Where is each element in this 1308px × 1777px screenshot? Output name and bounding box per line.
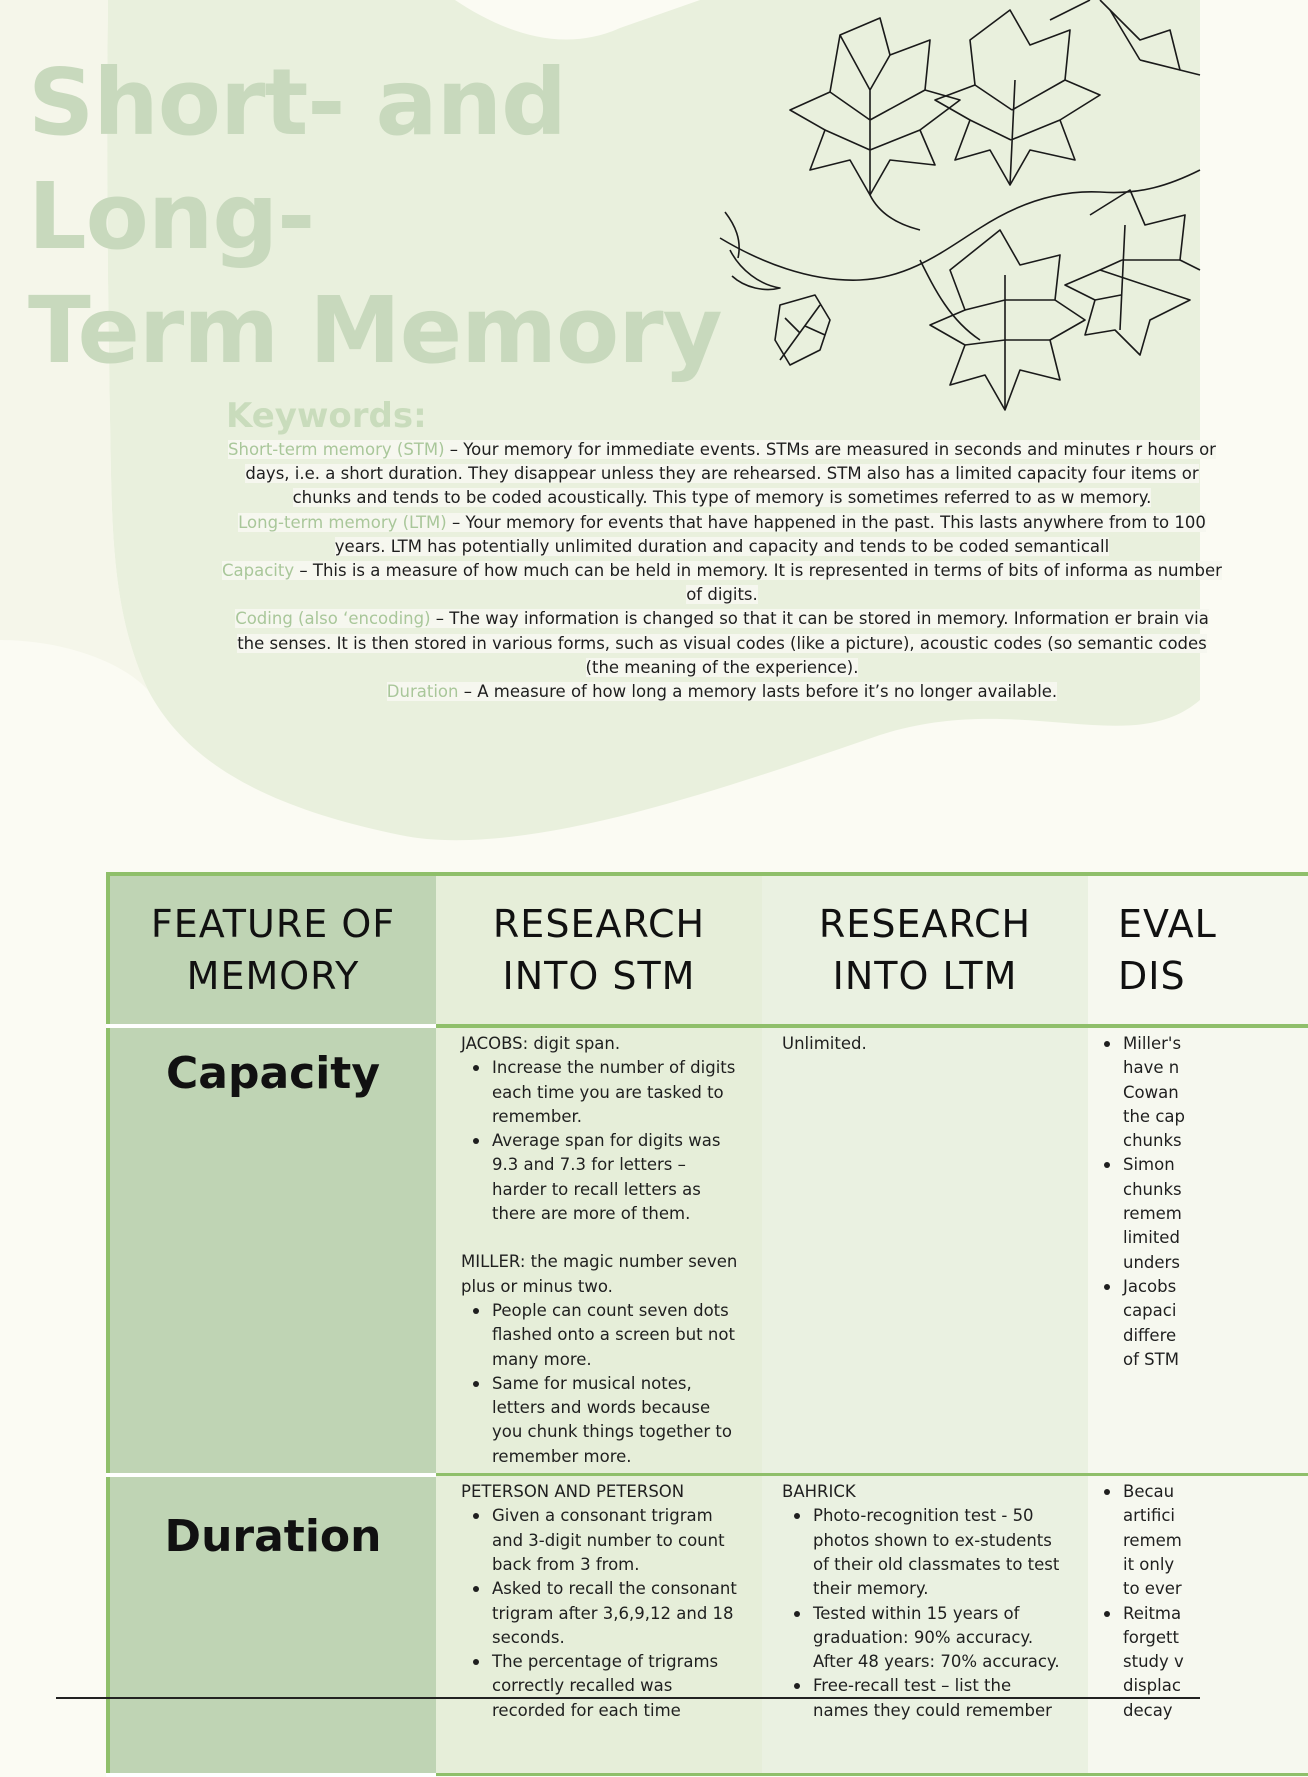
eval-line: decay: [1123, 1700, 1173, 1720]
keyword-definition: – This is a measure of how much can be held in memory. It is represented in terms of bits of informa as number of digits.: [294, 561, 1222, 605]
capacity-eval-list: [1100, 1032, 1308, 1372]
feature-cell-capacity: Capacity: [108, 1026, 436, 1475]
eval-line: study v: [1123, 1652, 1184, 1672]
list-item: The percentage of trigrams correctly recalled was recorded for each time: [461, 1650, 738, 1723]
eval-line: remem: [1123, 1204, 1182, 1224]
list-item: Increase the number of digits each time you are tasked to remember.: [461, 1056, 738, 1129]
keyword-term: Short-term memory (STM): [228, 440, 445, 459]
eval-line: to ever: [1123, 1579, 1182, 1599]
keyword-term: Capacity: [222, 561, 295, 581]
eval-line: chunks: [1123, 1179, 1182, 1199]
eval-line: capaci: [1123, 1301, 1177, 1321]
eval-line: displac: [1123, 1676, 1181, 1696]
ltm-capacity-text: Unlimited.: [782, 1034, 867, 1053]
bahrick-heading: BAHRICK: [782, 1482, 856, 1502]
memory-table-container: [106, 872, 1226, 1722]
duration-ltm-cell: [762, 1475, 1088, 1775]
spacer: [461, 1226, 738, 1250]
capacity-ltm-cell: [762, 1026, 1088, 1475]
eval-line: Simon: [1123, 1155, 1175, 1175]
keywords-list: [222, 438, 1222, 704]
eval-line: of STM: [1123, 1349, 1179, 1369]
header-research-into-ltm: [762, 874, 1088, 1026]
header-text: RESEARCH: [492, 902, 706, 946]
eval-line: chunks: [1123, 1131, 1182, 1151]
eval-line: forgett: [1123, 1627, 1179, 1647]
duration-eval-list: [1100, 1480, 1308, 1723]
list-item: [1100, 1602, 1308, 1723]
eval-line: differe: [1123, 1325, 1177, 1345]
keyword-entry-stm: [222, 438, 1222, 511]
header-feature-of-memory: [108, 874, 436, 1026]
eval-line: artifici: [1123, 1506, 1175, 1526]
duration-stm-cell: [436, 1475, 762, 1775]
capacity-eval-cell: [1088, 1026, 1308, 1475]
header-text: RESEARCH: [818, 902, 1032, 946]
keyword-definition: – The way information is changed so that it can be stored in memory. Information er brain via the senses. It is then stored in various forms, such as visual codes (like a picture), acoustic codes (so semantic codes (the meaning of the experience).: [237, 609, 1209, 677]
bahrick-bullet-list: [782, 1504, 1064, 1723]
miller-bullet-list: [461, 1299, 738, 1469]
header-text: INTO LTM: [832, 954, 1018, 998]
keyword-entry-coding: [222, 607, 1222, 680]
list-item: Same for musical notes, letters and words because you chunk things together to remember more.: [461, 1372, 738, 1469]
keyword-entry-ltm: [222, 511, 1222, 559]
eval-line: limited: [1123, 1228, 1180, 1248]
eval-line: Jacobs: [1123, 1276, 1177, 1296]
header-research-into-stm: [436, 874, 762, 1026]
title-line-2: Term Memory: [28, 277, 722, 384]
keyword-definition: – Your memory for immediate events. STMs are measured in seconds and minutes r hours or days, i.e. a short duration. They disappear unless they are rehearsed. STM also has a limited capacity four items or chunks and tends to be coded acoustically. This type of memory is sometimes referred to as w memory.: [245, 440, 1216, 508]
capacity-stm-cell: [436, 1026, 762, 1475]
header-text: MEMORY: [186, 954, 360, 998]
eval-line: remem: [1123, 1530, 1182, 1550]
keyword-definition: – Your memory for events that have happened in the past. This lasts anywhere from to 100 years. LTM has potentially unlimited duration and capacity and tends to be coded semanticall: [334, 512, 1206, 556]
peterson-bullet-list: [461, 1504, 738, 1723]
eval-line: the cap: [1123, 1106, 1185, 1126]
eval-line: Miller's: [1123, 1034, 1182, 1053]
miller-heading: MILLER: the magic number seven plus or minus two.: [461, 1252, 738, 1296]
duration-eval-cell: [1088, 1475, 1308, 1775]
list-item: Photo-recognition test - 50 photos shown to ex-students of their old classmates to test their memory.: [782, 1504, 1064, 1601]
keyword-entry-capacity: [222, 559, 1222, 607]
title-line-1: Short- and Long-: [28, 49, 566, 270]
eval-line: unders: [1123, 1252, 1180, 1272]
eval-line: have n: [1123, 1058, 1180, 1078]
eval-line: Cowan: [1123, 1082, 1179, 1102]
list-item: [1100, 1480, 1308, 1601]
list-item: Asked to recall the consonant trigram after 3,6,9,12 and 18 seconds.: [461, 1577, 738, 1650]
list-item: [1100, 1032, 1308, 1153]
keywords-heading: Keywords:: [226, 396, 427, 436]
list-item: Average span for digits was 9.3 and 7.3 for letters – harder to recall letters as there are more of them.: [461, 1129, 738, 1226]
list-item: Free-recall test – list the names they could remember: [782, 1674, 1064, 1723]
header-evaluation: [1088, 874, 1308, 1026]
keyword-term: Duration: [386, 682, 459, 702]
list-item: Given a consonant trigram and 3-digit number to count back from 3 from.: [461, 1504, 738, 1577]
page-bottom-rule: [56, 1697, 1200, 1699]
list-item: [1100, 1275, 1308, 1372]
ivy-leaves-illustration: [720, 0, 1200, 430]
table-header-row: [108, 874, 1308, 1026]
header-text: EVAL: [1118, 902, 1217, 946]
peterson-heading: PETERSON AND PETERSON: [461, 1482, 685, 1502]
list-item: [1100, 1153, 1308, 1274]
header-text: DIS: [1118, 954, 1186, 998]
keyword-entry-duration: [222, 680, 1222, 704]
keyword-definition: – A measure of how long a memory lasts before it’s no longer available.: [458, 682, 1058, 702]
eval-line: Becau: [1123, 1482, 1175, 1502]
eval-line: Reitma: [1123, 1603, 1182, 1623]
keyword-term: Coding (also ‘encoding): [235, 609, 431, 629]
eval-line: it only: [1123, 1554, 1175, 1574]
table-row-capacity: [108, 1026, 1308, 1475]
header-text: INTO STM: [502, 954, 696, 998]
list-item: Tested within 15 years of graduation: 90% accuracy. After 48 years: 70% accuracy.: [782, 1602, 1064, 1675]
keyword-term: Long-term memory (LTM): [238, 512, 447, 532]
jacobs-bullet-list: [461, 1056, 738, 1226]
table-row-duration: [108, 1475, 1308, 1775]
memory-comparison-table: [106, 872, 1308, 1777]
list-item: People can count seven dots flashed onto a screen but not many more.: [461, 1299, 738, 1372]
header-text: FEATURE OF: [150, 902, 396, 946]
feature-cell-duration: Duration: [108, 1475, 436, 1775]
jacobs-heading: JACOBS: digit span.: [461, 1034, 621, 1053]
